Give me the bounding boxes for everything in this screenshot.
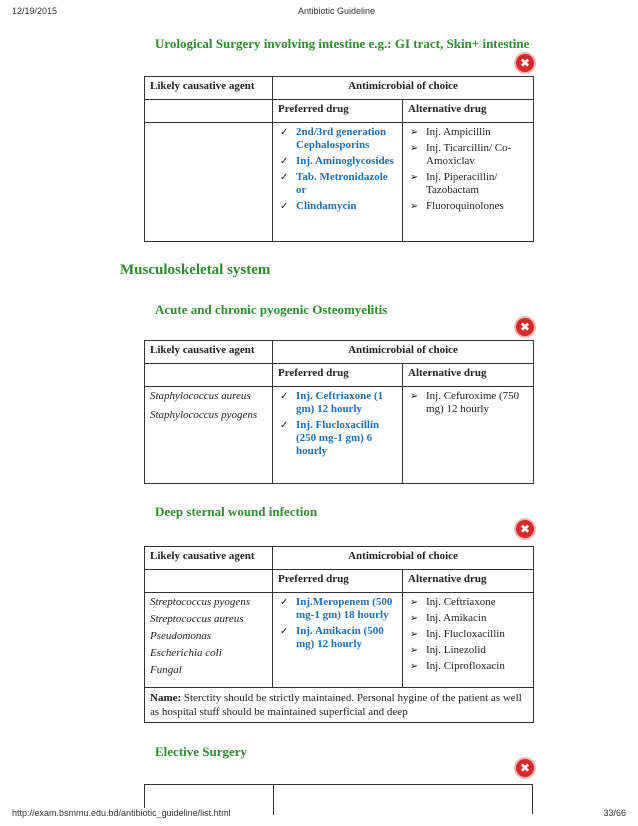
preferred-cell [273,593,403,688]
agent-cell [145,593,273,688]
list-item: ➢ Fluoroquinolones [408,200,528,213]
agent-header-blank [145,100,273,123]
alternative-cell [403,593,534,688]
close-icon[interactable]: ✖ [516,520,534,538]
preferred-header: Preferred drug [273,364,403,387]
alternative-header: Alternative drug [403,570,534,593]
osteomyelitis-table [144,340,534,484]
choice-header: Antimicrobial of choice [273,547,534,570]
organism: Staphylococcus aureus [150,390,251,402]
list-item: ➢ Inj. Ampicillin [408,126,528,139]
alternative-cell [403,387,534,484]
list-item: ✓ Inj.Meropenem (500 mg-1 gm) 18 hourly [278,596,397,622]
note-row [145,688,534,723]
preferred-header: Preferred drug [273,570,403,593]
musculoskeletal-title: Musculoskeletal system [120,262,271,278]
alternative-cell [403,123,534,242]
close-icon[interactable]: ✖ [516,318,534,336]
list-item: ➢ Inj. Linezolid [408,644,528,657]
agent-header: Likely causative agent [145,341,273,364]
organism: Fungal [150,664,182,676]
organism: Pseudomonas [150,630,212,642]
list-item: ✓ Inj. Flucloxacillin (250 mg-1 gm) 6 hourly [278,419,397,458]
footer-url: http://exam.bsmmu.edu.bd/antibiotic_guideline/list.html [12,808,231,818]
note-label: Name: [150,692,182,704]
list-item: ➢ Inj. Ticarcillin/ Co-Amoxiclav [408,142,528,168]
agent-header-blank [145,570,273,593]
section-title-urological: Urological Surgery involving intestine e.g.: GI tract, Skin+ intestine [155,36,530,51]
alternative-header: Alternative drug [403,100,534,123]
list-item: ✓ Inj. Aminoglycosides [278,155,397,168]
organism: Streptococcus pyogens [150,596,251,608]
alternative-header: Alternative drug [403,364,534,387]
section-title-elective: Elective Surgery [155,744,248,759]
agent-cell [145,123,273,242]
close-icon[interactable]: ✖ [516,759,534,777]
list-item: ✓ Clindamycin [278,200,397,213]
preferred-cell [273,387,403,484]
organism: Streptococcus aureus [150,613,244,625]
list-item: ➢ Inj. Ceftriaxone [408,596,528,609]
agent-header-blank [145,364,273,387]
note-text: Sterctity should be strictly maintained. Personal hygine of the patient as well as hospital stuff should be maintained superficial and deep [150,692,522,718]
list-item: ✓ Inj. Amikacin (500 mg) 12 hourly [278,625,397,651]
list-item: ✓ Tab. Metronidazole or [278,171,397,197]
print-title: Antibiotic Guideline [298,6,376,16]
agent-cell [145,387,273,484]
preferred-header: Preferred drug [273,100,403,123]
organism: Staphylococcus pyogens [150,409,258,421]
page-number: 33/66 [603,808,626,818]
print-date: 12/19/2015 [12,6,58,16]
choice-header: Antimicrobial of choice [273,341,534,364]
list-item: ➢ Inj. Flucloxacillin [408,628,528,641]
close-icon[interactable]: ✖ [516,54,534,72]
organism: Escherichia coli [150,647,222,659]
choice-header: Antimicrobial of choice [273,77,534,100]
urological-table [144,76,534,242]
list-item: ✓ Inj. Ceftriaxone (1 gm) 12 hourly [278,390,397,416]
list-item: ➢ Inj. Amikacin [408,612,528,625]
list-item: ➢ Inj. Piperacillin/ Tazobactam [408,171,528,197]
list-item: ➢ Inj. Cefuroxime (750 mg) 12 hourly [408,390,528,416]
section-title-osteomyelitis: Acute and chronic pyogenic Osteomyelitis [155,302,388,317]
list-item: ✓ 2nd/3rd generation Cephalosporins [278,126,397,152]
section-title-sternal: Deep sternal wound infection [155,504,318,519]
agent-header: Likely causative agent [145,547,273,570]
sternal-table [144,546,534,723]
agent-header: Likely causative agent [145,77,273,100]
list-item: ➢ Inj. Ciprofloxacin [408,660,528,673]
preferred-cell [273,123,403,242]
